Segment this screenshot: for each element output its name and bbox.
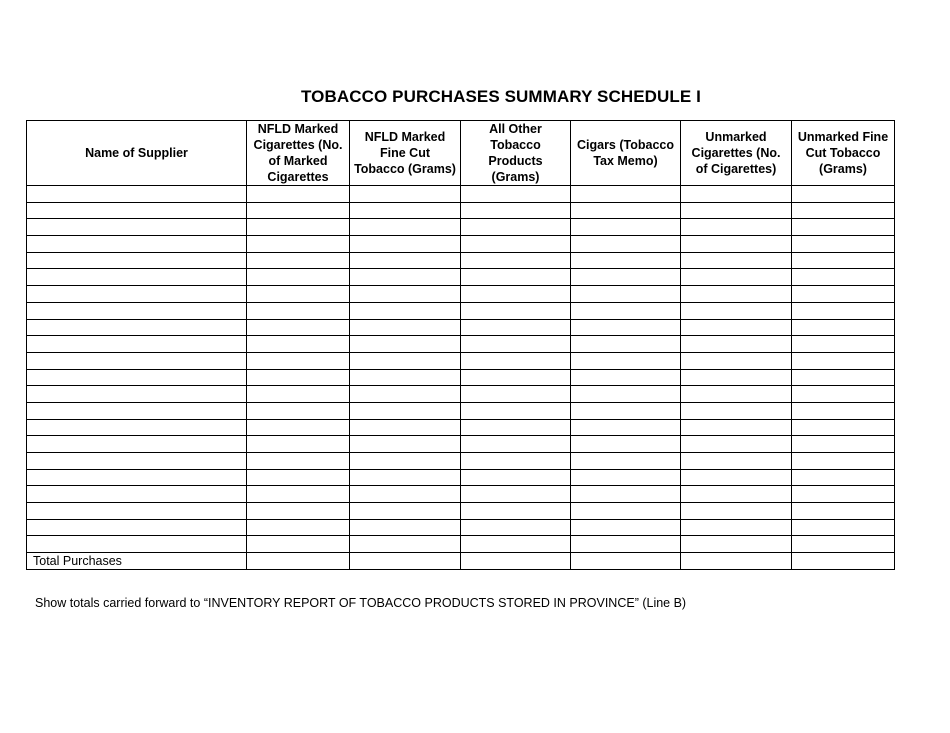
entry-cell[interactable]: [571, 436, 681, 453]
entry-cell[interactable]: [350, 486, 461, 503]
entry-cell[interactable]: [571, 503, 681, 520]
entry-cell[interactable]: [681, 519, 792, 536]
purchases-table: [26, 120, 895, 570]
entry-cell[interactable]: [350, 402, 461, 419]
entry-cell[interactable]: [571, 186, 681, 203]
entry-cell[interactable]: [350, 519, 461, 536]
entry-cell[interactable]: [461, 503, 571, 520]
entry-cell[interactable]: [350, 469, 461, 486]
entry-cell[interactable]: [792, 536, 895, 553]
entry-cell[interactable]: [571, 286, 681, 303]
entry-cell[interactable]: [792, 402, 895, 419]
entry-cell[interactable]: [350, 386, 461, 403]
supplier-name-cell[interactable]: [27, 486, 247, 503]
table-row: [27, 369, 895, 386]
entry-cell[interactable]: [792, 369, 895, 386]
table-row: [27, 486, 895, 503]
entry-cell[interactable]: [350, 219, 461, 236]
entry-cell[interactable]: [350, 453, 461, 470]
table-row: [27, 519, 895, 536]
entry-cell[interactable]: [247, 219, 350, 236]
header-cigars: Cigars (Tobacco Tax Memo): [571, 121, 681, 186]
table-row: [27, 219, 895, 236]
table-row: [27, 236, 895, 253]
entry-cell[interactable]: [571, 219, 681, 236]
entry-cell[interactable]: [792, 319, 895, 336]
supplier-name-cell[interactable]: [27, 402, 247, 419]
entry-cell[interactable]: [792, 503, 895, 520]
entry-cell[interactable]: [792, 469, 895, 486]
entry-cell[interactable]: [571, 236, 681, 253]
entry-cell[interactable]: [571, 536, 681, 553]
entry-cell[interactable]: [681, 236, 792, 253]
supplier-name-cell[interactable]: [27, 419, 247, 436]
entry-cell[interactable]: [792, 519, 895, 536]
entry-cell[interactable]: [461, 352, 571, 369]
total-cell[interactable]: [350, 553, 461, 570]
entry-cell[interactable]: [247, 252, 350, 269]
total-cell[interactable]: [461, 553, 571, 570]
entry-cell[interactable]: [792, 286, 895, 303]
entry-cell[interactable]: [350, 319, 461, 336]
entry-cell[interactable]: [350, 252, 461, 269]
entry-cell[interactable]: [792, 419, 895, 436]
entry-cell[interactable]: [461, 219, 571, 236]
entry-cell[interactable]: [247, 503, 350, 520]
table-row: [27, 286, 895, 303]
entry-cell[interactable]: [247, 536, 350, 553]
footnote: Show totals carried forward to “INVENTORY REPORT OF TOBACCO PRODUCTS STORED IN PROVINCE” (Line B): [35, 596, 687, 610]
entry-cell[interactable]: [461, 202, 571, 219]
entry-cell[interactable]: [681, 536, 792, 553]
header-row: [27, 121, 895, 186]
entry-cell[interactable]: [461, 453, 571, 470]
entry-cell[interactable]: [681, 486, 792, 503]
supplier-name-cell[interactable]: [27, 219, 247, 236]
entry-cell[interactable]: [681, 219, 792, 236]
table-row: [27, 319, 895, 336]
entry-cell[interactable]: [681, 386, 792, 403]
entry-cell[interactable]: [792, 186, 895, 203]
header-unmarked-fine-cut: Unmarked Fine Cut Tobacco (Grams): [792, 121, 895, 186]
entry-cell[interactable]: [792, 236, 895, 253]
entry-cell[interactable]: [792, 252, 895, 269]
entry-cell[interactable]: [681, 319, 792, 336]
total-purchases-label: Total Purchases: [27, 553, 247, 570]
entry-cell[interactable]: [247, 186, 350, 203]
entry-cell[interactable]: [350, 536, 461, 553]
entry-cell[interactable]: [792, 352, 895, 369]
entry-cell[interactable]: [571, 519, 681, 536]
entry-cell[interactable]: [792, 436, 895, 453]
table-row: [27, 336, 895, 353]
entry-cell[interactable]: [247, 352, 350, 369]
entry-cell[interactable]: [571, 202, 681, 219]
entry-cell[interactable]: [792, 302, 895, 319]
entry-cell[interactable]: [247, 519, 350, 536]
table-row: [27, 352, 895, 369]
entry-cell[interactable]: [247, 453, 350, 470]
entry-cell[interactable]: [461, 402, 571, 419]
supplier-name-cell[interactable]: [27, 302, 247, 319]
entry-cell[interactable]: [792, 486, 895, 503]
entry-cell[interactable]: [681, 336, 792, 353]
entry-cell[interactable]: [247, 436, 350, 453]
entry-cell[interactable]: [681, 302, 792, 319]
entry-cell[interactable]: [681, 186, 792, 203]
entry-cell[interactable]: [350, 369, 461, 386]
total-cell[interactable]: [681, 553, 792, 570]
entry-cell[interactable]: [461, 236, 571, 253]
entry-cell[interactable]: [681, 436, 792, 453]
entry-cell[interactable]: [792, 269, 895, 286]
header-name-of-supplier: Name of Supplier: [27, 121, 247, 186]
supplier-name-cell[interactable]: [27, 386, 247, 403]
entry-cell[interactable]: [571, 369, 681, 386]
entry-cell[interactable]: [792, 336, 895, 353]
entry-cell[interactable]: [350, 236, 461, 253]
entry-cell[interactable]: [247, 286, 350, 303]
supplier-name-cell[interactable]: [27, 286, 247, 303]
entry-cell[interactable]: [571, 419, 681, 436]
supplier-name-cell[interactable]: [27, 202, 247, 219]
entry-cell[interactable]: [247, 336, 350, 353]
entry-cell[interactable]: [247, 386, 350, 403]
entry-cell[interactable]: [350, 336, 461, 353]
entry-cell[interactable]: [681, 352, 792, 369]
entry-cell[interactable]: [461, 186, 571, 203]
entry-cell[interactable]: [461, 302, 571, 319]
entry-cell[interactable]: [681, 469, 792, 486]
entry-cell[interactable]: [571, 269, 681, 286]
entry-cell[interactable]: [350, 269, 461, 286]
entry-cell[interactable]: [681, 269, 792, 286]
entry-cell[interactable]: [792, 386, 895, 403]
entry-cell[interactable]: [247, 486, 350, 503]
entry-cell[interactable]: [571, 352, 681, 369]
table-row: [27, 453, 895, 470]
supplier-name-cell[interactable]: [27, 536, 247, 553]
table-row: [27, 503, 895, 520]
supplier-name-cell[interactable]: [27, 252, 247, 269]
entry-cell[interactable]: [461, 269, 571, 286]
supplier-name-cell[interactable]: [27, 369, 247, 386]
entry-cell[interactable]: [571, 402, 681, 419]
entry-cell[interactable]: [571, 386, 681, 403]
entry-cell[interactable]: [350, 419, 461, 436]
entry-cell[interactable]: [681, 252, 792, 269]
header-nfld-marked-cigarettes: NFLD Marked Cigarettes (No. of Marked Cigarettes: [247, 121, 350, 186]
entry-cell[interactable]: [350, 186, 461, 203]
entry-cell[interactable]: [350, 352, 461, 369]
total-cell[interactable]: [247, 553, 350, 570]
entry-cell[interactable]: [571, 252, 681, 269]
table-row: [27, 302, 895, 319]
entry-cell[interactable]: [461, 369, 571, 386]
entry-cell[interactable]: [681, 286, 792, 303]
entry-cell[interactable]: [247, 269, 350, 286]
entry-cell[interactable]: [247, 236, 350, 253]
table-row: [27, 436, 895, 453]
entry-cell[interactable]: [571, 302, 681, 319]
entry-cell[interactable]: [681, 402, 792, 419]
supplier-name-cell[interactable]: [27, 436, 247, 453]
entry-cell[interactable]: [247, 402, 350, 419]
entry-cell[interactable]: [247, 369, 350, 386]
total-row: [27, 553, 895, 570]
supplier-name-cell[interactable]: [27, 186, 247, 203]
entry-cell[interactable]: [461, 386, 571, 403]
schedule-title: TOBACCO PURCHASES SUMMARY SCHEDULE I: [301, 87, 701, 106]
supplier-name-cell[interactable]: [27, 503, 247, 520]
entry-cell[interactable]: [571, 453, 681, 470]
table-row: [27, 252, 895, 269]
entry-cell[interactable]: [461, 469, 571, 486]
supplier-name-cell[interactable]: [27, 469, 247, 486]
header-unmarked-cigarettes: Unmarked Cigarettes (No. of Cigarettes): [681, 121, 792, 186]
entry-cell[interactable]: [247, 202, 350, 219]
entry-cell[interactable]: [461, 486, 571, 503]
table-row: [27, 402, 895, 419]
entry-cell[interactable]: [792, 453, 895, 470]
entry-cell[interactable]: [571, 336, 681, 353]
supplier-name-cell[interactable]: [27, 352, 247, 369]
entry-cell[interactable]: [571, 469, 681, 486]
entry-cell[interactable]: [681, 419, 792, 436]
table-body: [27, 186, 895, 570]
entry-cell[interactable]: [461, 519, 571, 536]
entry-cell[interactable]: [350, 202, 461, 219]
table-row: [27, 202, 895, 219]
supplier-name-cell[interactable]: [27, 269, 247, 286]
supplier-name-cell[interactable]: [27, 453, 247, 470]
entry-cell[interactable]: [681, 202, 792, 219]
table-row: [27, 419, 895, 436]
total-cell[interactable]: [792, 553, 895, 570]
supplier-name-cell[interactable]: [27, 319, 247, 336]
entry-cell[interactable]: [461, 336, 571, 353]
entry-cell[interactable]: [681, 453, 792, 470]
entry-cell[interactable]: [792, 219, 895, 236]
table-row: [27, 186, 895, 203]
entry-cell[interactable]: [461, 286, 571, 303]
entry-cell[interactable]: [571, 319, 681, 336]
entry-cell[interactable]: [247, 319, 350, 336]
supplier-name-cell[interactable]: [27, 236, 247, 253]
supplier-name-cell[interactable]: [27, 519, 247, 536]
entry-cell[interactable]: [350, 302, 461, 319]
header-all-other-tobacco: All Other Tobacco Products (Grams): [461, 121, 571, 186]
entry-cell[interactable]: [571, 486, 681, 503]
total-cell[interactable]: [571, 553, 681, 570]
entry-cell[interactable]: [461, 419, 571, 436]
entry-cell[interactable]: [461, 536, 571, 553]
entry-cell[interactable]: [350, 503, 461, 520]
entry-cell[interactable]: [350, 286, 461, 303]
entry-cell[interactable]: [681, 369, 792, 386]
entry-cell[interactable]: [792, 202, 895, 219]
entry-cell[interactable]: [350, 436, 461, 453]
entry-cell[interactable]: [461, 319, 571, 336]
entry-cell[interactable]: [247, 419, 350, 436]
table-row: [27, 386, 895, 403]
entry-cell[interactable]: [461, 252, 571, 269]
table-row: [27, 269, 895, 286]
supplier-name-cell[interactable]: [27, 336, 247, 353]
table-row: [27, 536, 895, 553]
header-nfld-marked-fine-cut: NFLD Marked Fine Cut Tobacco (Grams): [350, 121, 461, 186]
entry-cell[interactable]: [681, 503, 792, 520]
entry-cell[interactable]: [247, 469, 350, 486]
entry-cell[interactable]: [461, 436, 571, 453]
table-row: [27, 469, 895, 486]
entry-cell[interactable]: [247, 302, 350, 319]
